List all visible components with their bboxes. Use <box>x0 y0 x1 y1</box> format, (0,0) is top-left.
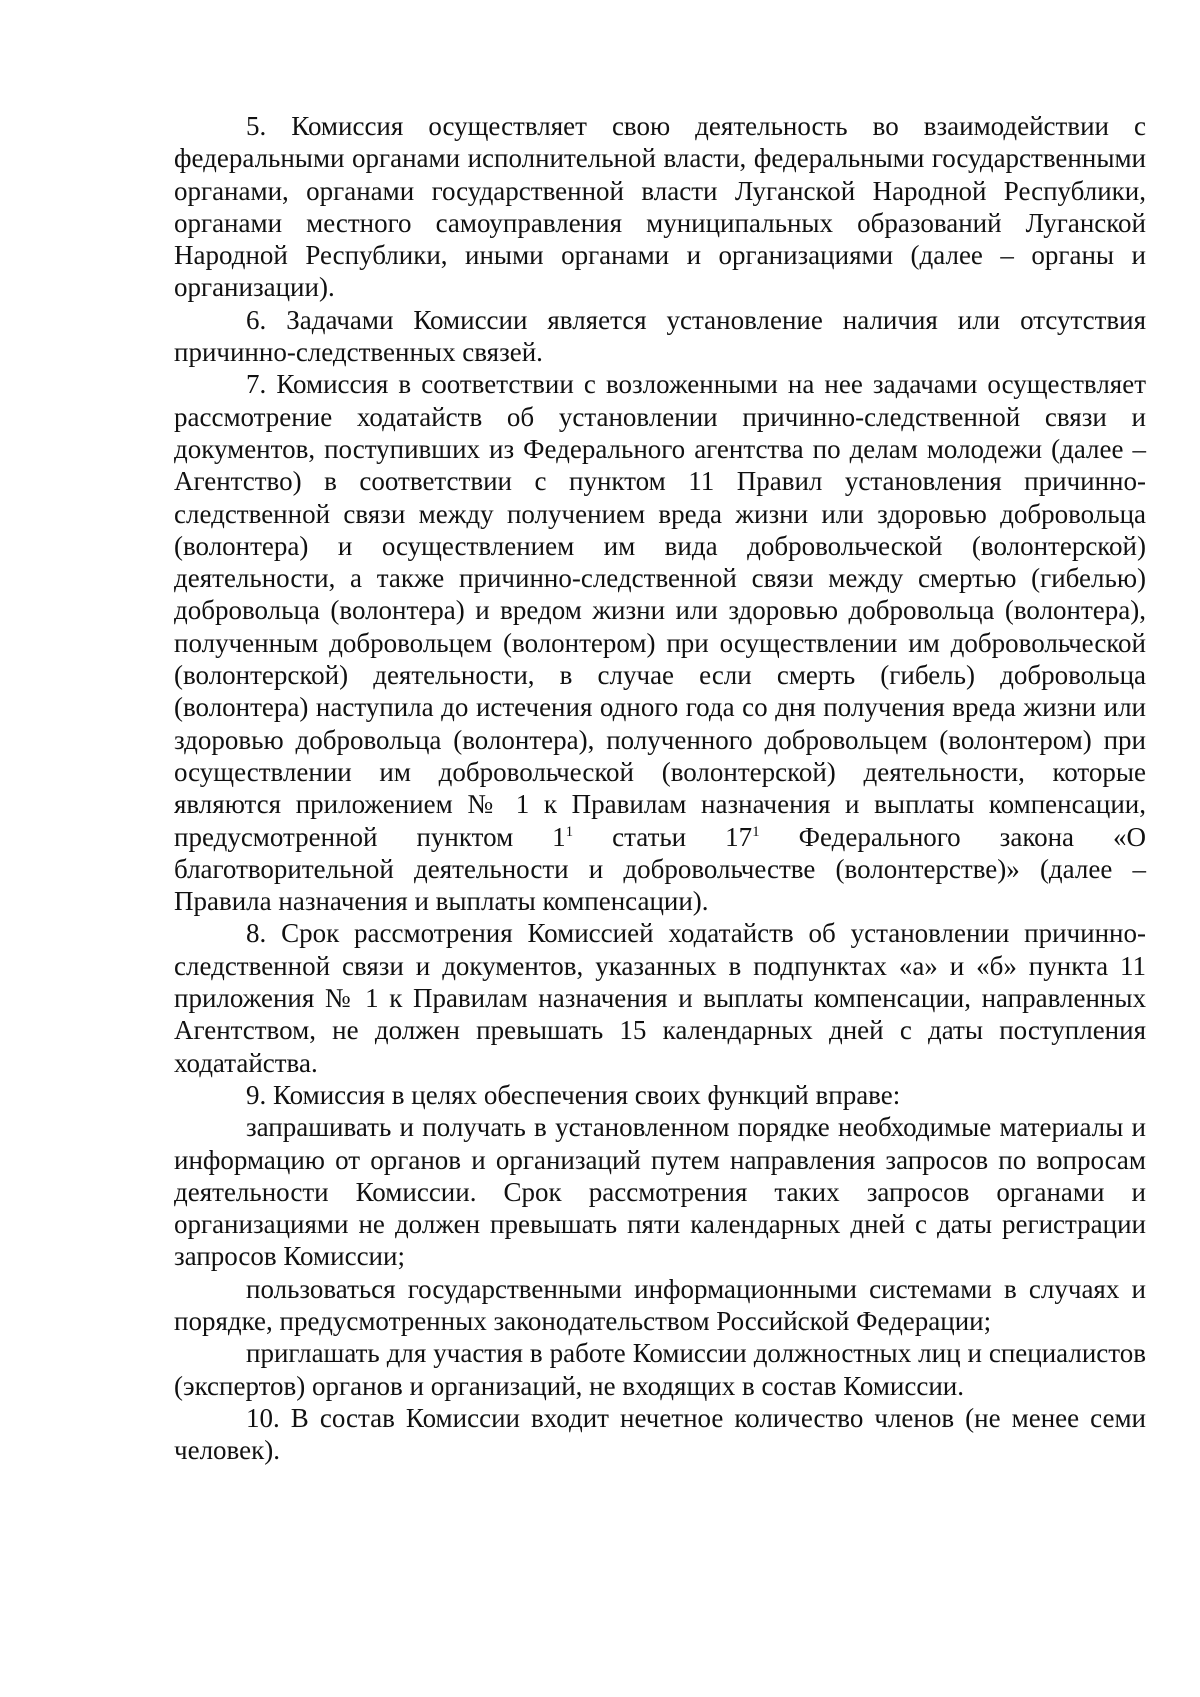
paragraph-10: 10. В состав Комиссии входит нечетное количество членов (не менее семи человек). <box>174 1402 1146 1466</box>
paragraph-9: 9. Комиссия в целях обеспечения своих функций вправе: <box>246 1079 901 1110</box>
paragraph-9-item-systems: пользоваться государственными информационными системами в случаях и порядке, предусмотренных законодательством Российской Федерации; <box>174 1273 1146 1336</box>
paragraph-9-item-invite: приглашать для участия в работе Комиссии должностных лиц и специалистов (экспертов) органов и организаций, не входящих в состав Комиссии. <box>174 1338 1146 1401</box>
paragraph-7-text-3: Федерального закона «О благотворительной деятельности и добровольчестве (волонтерстве)» (далее – Правила назначения и выплаты компенсации). <box>174 821 1147 917</box>
superscript-1: 1 <box>565 823 574 840</box>
paragraph-5: 5. Комиссия осуществляет свою деятельность во взаимодействии с федеральными органами исполнительной власти, федеральными государственными органами, органами государственной власти Луганской Народной Республики, органами местного самоуправления муниципальных образований Луганской Народной Республики, иными органами и организациями (далее – органы и организации). <box>174 111 1146 303</box>
paragraph-7-text-1: 7. Комиссия в соответствии с возложенными на нее задачами осуществляет рассмотрение ходатайств об установлении причинно-следственной связи и документов, поступивших из Федерального агентства по делам молодежи (далее – Агентство) в соответствии с пунктом 11 Правил установления причинно-следственной связи между получением вреда жизни или здоровью добровольца (волонтера) и осуществлением им вида добровольческой (волонтерской) деятельности, а также причинно-следственной связи между смертью (гибелью) добровольца (волонтера) и вредом жизни или здоровью добровольца (волонтера), полученным добровольцем (волонтером) при осуществлении им добровольческой (волонтерской) деятельности, в случае если смерть (гибель) добровольца (волонтера) наступила до истечения одного года со дня получения вреда жизни или здоровью добровольца (волонтера), полученного добровольцем (волонтером) при осуществлении им добровольческой (волонтерской) деятельности, которые являются приложением № 1 к Правилам назначения и выплаты компенсации, предусмотренной пунктом 1 <box>174 369 1146 852</box>
paragraph-8: 8. Срок рассмотрения Комиссией ходатайств об установлении причинно-следственной связи и документов, указанных в подпунктах «а» и «б» пункта 11 приложения № 1 к Правилам назначения и выплаты компенсации, направленных Агентством, не должен превышать 15 календарных дней с даты поступления ходатайства. <box>174 918 1146 1078</box>
document-page <box>174 110 1146 1466</box>
superscript-2: 1 <box>752 823 760 840</box>
paragraph-6: 6. Задачами Комиссии является установление наличия или отсутствия причинно-следственных связей. <box>174 304 1146 368</box>
paragraph-7-text-2: статьи 17 <box>573 821 753 852</box>
paragraph-7 <box>174 368 1146 917</box>
paragraph-9-item-request: запрашивать и получать в установленном порядке необходимые материалы и информацию от органов и организаций путем направления запросов по вопросам деятельности Комиссии. Срок рассмотрения таких запросов органами и организациями не должен превышать пяти календарных дней с даты регистрации запросов Комиссии; <box>174 1112 1146 1272</box>
